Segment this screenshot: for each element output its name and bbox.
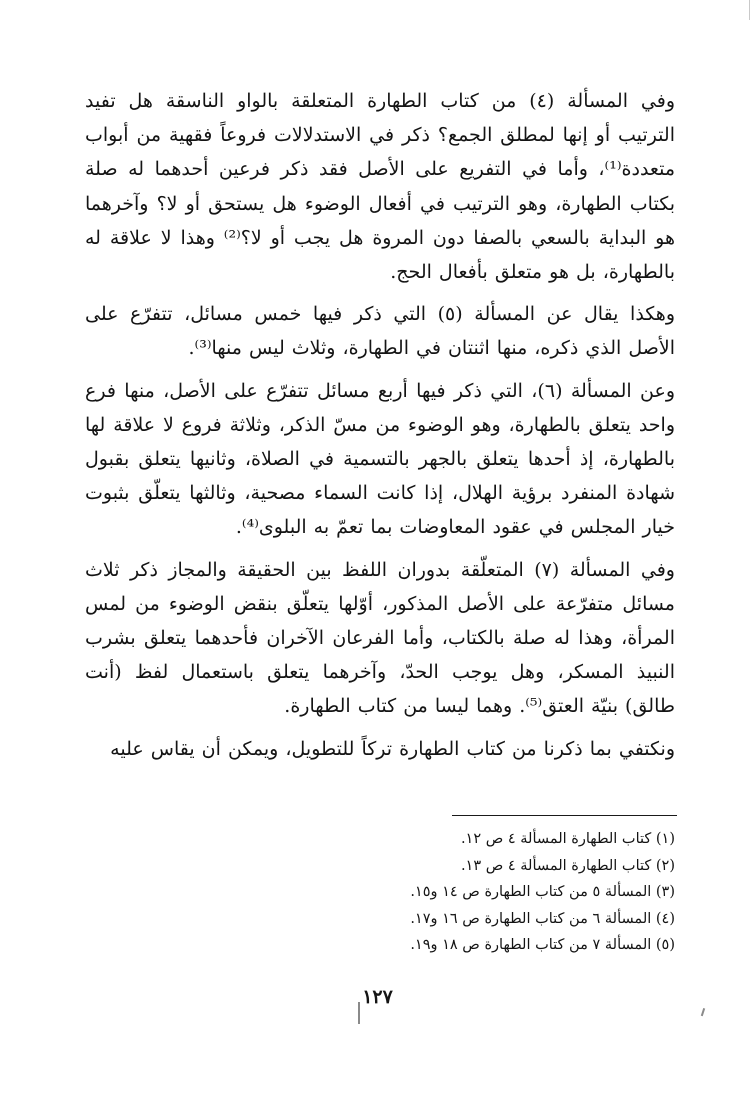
footnote-3: (٣) المسألة ٥ من كتاب الطهارة ص ١٤ و١٥. <box>410 884 675 900</box>
scan-artifact-tick <box>701 1008 705 1016</box>
page-number: ١٢٧ <box>362 986 393 1008</box>
footnotes <box>300 826 675 959</box>
paragraph-4: وفي المسألة (٧) المتعلّقة بدوران اللفظ بين الحقيقة والمجاز ذكر ثلاث مسائل متفرّعة على الأصل المذكور، أوّلها يتعلّق بنقض الوضوء من لمس المرأة، وهذا له صلة بالكتاب، وأما الفرعان الآخران فأحدهما يتعلق بشرب النبيذ المسكر، وهل يوجب الحدّ، وآخرهما يتعلق باستعمال لفظ (أنت طالق) بنيّة العتق⁽⁵⁾. وهما ليسا من كتاب الطهارة. <box>85 558 675 718</box>
footnote-5: (٥) المسألة ٧ من كتاب الطهارة ص ١٨ و١٩. <box>410 937 675 953</box>
paragraph-5: ونكتفي بما ذكرنا من كتاب الطهارة تركاً للتطويل، ويمكن أن يقاس عليه <box>110 737 675 760</box>
paragraph-2: وهكذا يقال عن المسألة (٥) التي ذكر فيها خمس مسائل، تتفرّع على الأصل الذي ذكره، منها اثنتان في الطهارة، وثلاث ليس منها⁽³⁾. <box>85 303 675 360</box>
footnote-1: (١) كتاب الطهارة المسألة ٤ ص ١٢. <box>460 831 675 847</box>
footnote-2: (٢) كتاب الطهارة المسألة ٤ ص ١٣. <box>460 857 675 874</box>
scan-artifact-line <box>358 1002 360 1024</box>
scan-artifact-edge <box>749 0 750 20</box>
paragraph-1: وفي المسألة (٤) من كتاب الطهارة المتعلقة بالواو الناسقة هل تفيد الترتيب أو إنها لمطلق الجمع؟ ذكر في الاستدلالات فروعاً فقهية من أبواب متعددة⁽¹⁾، وأما في التفريع على الأصل فقد ذكر فرعين أحدهما له صلة بكتاب الطهارة، وهو الترتيب في أفعال الوضوء هل يستحق أو لا؟ وآخرهما هو البداية بالسعي بالصفا دون المروة هل يجب أو لا؟⁽²⁾ وهذا لا علاقة له بالطهارة، بل هو متعلق بأفعال الحج. <box>85 90 676 284</box>
footnote-divider <box>452 815 677 816</box>
main-text <box>85 84 675 774</box>
paragraph-3: وعن المسألة (٦)، التي ذكر فيها أربع مسائل تتفرّع على الأصل، منها فرع واحد يتعلق بالطهارة، وهو الوضوء من مسّ الذكر، وثلاثة فروع لا علاقة لها بالطهارة، إذ أحدها يتعلق بالجهر بالتسمية في الصلاة، وثانيها يتعلق بقبول شهادة المنفرد برؤية الهلال، إذا كانت السماء مصحية، وثالثها يتعلّق بثبوت خيار المجلس في عقود المعاوضات بما تعمّ به البلوى⁽⁴⁾. <box>85 379 675 539</box>
footnote-4: (٤) المسألة ٦ من كتاب الطهارة ص ١٦ و١٧. <box>410 910 675 927</box>
